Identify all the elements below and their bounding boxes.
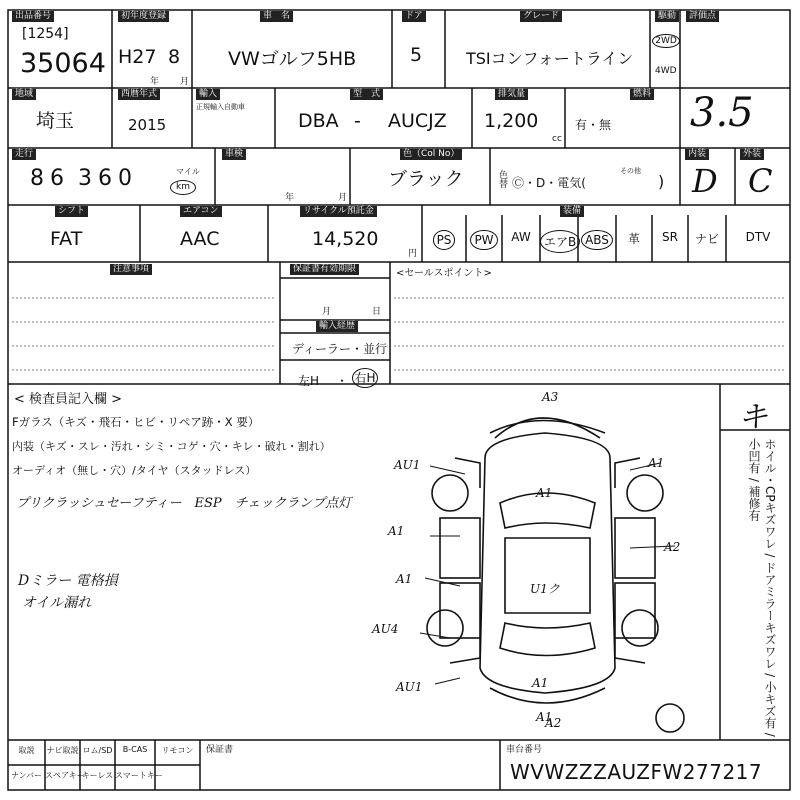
exterior-label: 外装: [740, 149, 764, 160]
damage-mark: A2: [664, 540, 681, 554]
damage-mark: AU4: [372, 622, 399, 636]
recolor-other: その他: [620, 167, 641, 175]
first-reg-year: H27: [118, 46, 157, 68]
steering-dot: ・: [336, 374, 349, 388]
damage-mark: A1: [536, 486, 553, 500]
inspector-handwritten-1: プリクラッシュセーフティー ESP チェックランプ点灯: [16, 496, 352, 511]
mileage-digit: 6: [98, 166, 112, 191]
displacement-label: 排気量: [495, 89, 528, 100]
footer-label: リモコン: [161, 746, 194, 755]
turbo: 有・無: [575, 118, 612, 132]
mileage-digit: 8: [30, 166, 44, 191]
equipment-item: [502, 230, 540, 244]
damage-mark: AU1: [396, 680, 423, 694]
equipment-item: [726, 230, 790, 244]
recycle-unit: 円: [408, 249, 418, 259]
region: 埼玉: [36, 110, 75, 132]
shaken-tsuki: 月: [338, 193, 348, 203]
drive-label: 駆動: [655, 11, 679, 22]
equipment-label-text: ABS: [581, 230, 613, 250]
recolor-close: ): [658, 172, 665, 191]
shift: FAT: [50, 228, 83, 250]
equipment-label-text: PS: [433, 230, 456, 250]
inspector-handwritten-3: オイル漏れ: [22, 595, 92, 611]
chassis-number: WVWZZZAUZFW277217: [510, 760, 763, 784]
interior-grade: D: [692, 162, 718, 200]
mileage-unit-mile: マイル: [176, 167, 200, 176]
shaken-label: 車検: [222, 149, 246, 160]
equipment-item: [688, 230, 726, 247]
equipment-item: [578, 230, 616, 250]
car-doors: 5: [410, 44, 423, 66]
damage-mark: A3: [542, 390, 559, 404]
recycle-amount: 14,520: [312, 228, 379, 250]
car-diagram: [390, 388, 720, 738]
shaken-nen: 年: [285, 193, 295, 203]
car-grade: TSIコンフォートライン: [466, 49, 634, 68]
equipment-item: [652, 230, 688, 244]
recolor-options: Ⓒ・D・電気(: [512, 176, 586, 190]
equipment-label-text: SR: [662, 230, 678, 244]
score: 3.5: [690, 90, 754, 136]
mileage-digit: 3: [78, 166, 92, 191]
drive-2wd: 2WD: [652, 34, 680, 48]
lot-session: [1254]: [22, 26, 69, 42]
type-dash: -: [354, 110, 361, 132]
first-reg-nen: 年: [150, 77, 160, 87]
exterior-grade: C: [748, 162, 773, 200]
sales-point-label: <セールスポイント>: [396, 268, 492, 279]
equipment-label: 装備: [560, 206, 584, 217]
footer-label: ナンバー: [10, 771, 43, 780]
damage-mark: A1: [536, 710, 553, 724]
equipment-label-text: AW: [511, 230, 531, 244]
inspector-handwritten-2: Dミラー 電格損: [18, 573, 118, 589]
mileage-digit: 0: [118, 166, 132, 191]
type-prefix: DBA: [298, 110, 339, 132]
type-label: 型 式: [350, 89, 383, 100]
displacement-value: 1,200: [484, 110, 539, 132]
footer-label: ロム/SD: [82, 746, 113, 755]
equipment-label-text: エアB: [540, 230, 580, 253]
footer-label: スペアキー: [45, 771, 85, 780]
grade-label: グレード: [520, 11, 562, 22]
year-label: 初年度登録: [118, 11, 169, 22]
steering-left: 左H: [298, 374, 320, 388]
equipment-item: [466, 230, 502, 250]
equipment-item: [616, 230, 652, 247]
damage-mark: A1: [532, 676, 549, 690]
lot-label: 出品番号: [12, 11, 54, 22]
shift-label: シフト: [55, 206, 88, 217]
warranty-hi: 日: [372, 307, 382, 317]
damage-mark: A1: [648, 456, 665, 470]
first-reg-month: 8: [168, 46, 181, 68]
steering-right: 右H: [352, 368, 378, 388]
import-label: 輸入: [196, 89, 220, 100]
aircon: AAC: [180, 228, 220, 250]
footer-label: B-CAS: [122, 745, 148, 754]
recolor-label: 色替: [497, 170, 507, 188]
dealer-history: ディーラー・並行: [292, 342, 388, 356]
footer-label: キーレス: [81, 771, 114, 780]
fuel-label: 燃料: [630, 89, 654, 100]
equipment-label-text: ナビ: [694, 232, 719, 246]
chassis-label: 車台番号: [506, 745, 543, 755]
equipment-label-text: DTV: [745, 230, 771, 244]
damage-mark: U1ク: [530, 582, 560, 596]
equipment-label-text: 革: [627, 232, 640, 246]
recycle-label: リサイクル預託金: [300, 206, 377, 217]
first-reg-tsuki: 月: [180, 77, 190, 87]
doors-label: ドア: [402, 11, 426, 22]
legend-text: ホイル・CPキズワレ / ドアミラーキズワレ / 小キズ有 / 小凹有 / 補修有: [747, 438, 777, 737]
footer-warranty-label: 保証書: [206, 745, 234, 755]
car-name: VWゴルフ5HB: [228, 48, 357, 70]
interior-label: 内装: [685, 149, 709, 160]
name-label: 車 名: [260, 11, 293, 22]
equipment-item: [540, 230, 578, 253]
footer-label: 取説: [18, 746, 35, 755]
lot-number: 35064: [20, 48, 106, 79]
type-code: AUCJZ: [388, 110, 447, 132]
model-year: 2015: [128, 116, 167, 134]
history-label: 輸入経歴: [316, 321, 358, 332]
mileage-label: 走行: [12, 149, 36, 160]
mileage-unit-km: km: [170, 180, 196, 195]
drive-4wd: 4WD: [655, 66, 677, 76]
inspector-audio: オーディオ（無し・穴）/タイヤ（スタッドレス）: [12, 464, 257, 477]
displacement-unit: cc: [552, 134, 562, 144]
footer-label: ナビ取説: [46, 746, 79, 755]
inspector-title: < 検査員記入欄 >: [14, 392, 123, 407]
footer-label: スマートキー: [115, 771, 163, 780]
damage-mark: A1: [388, 524, 405, 538]
inspector-interior: 内装（キズ・スレ・汚れ・シミ・コゲ・穴・キレ・破れ・割れ）: [12, 440, 331, 453]
inspector-glass: Fガラス（キズ・飛石・ヒビ・リペア跡・X 要）: [12, 415, 260, 429]
equipment-item: [422, 230, 466, 250]
mileage-digits: [30, 166, 132, 191]
color-name: ブラック: [388, 168, 464, 190]
warranty-label: 保証書有効期限: [290, 264, 359, 275]
warranty-tsuki: 月: [322, 307, 332, 317]
equipment-label-text: PW: [470, 230, 497, 250]
model-year-label: 西暦年式: [118, 89, 160, 100]
import-note: 正規輸入自動車: [196, 103, 245, 111]
aircon-label: エアコン: [180, 206, 222, 217]
notes-label: 注意事項: [110, 264, 152, 275]
color-label: 色（Col No）: [400, 149, 462, 160]
region-label: 地域: [12, 89, 36, 100]
score-label: 評価点: [686, 11, 719, 22]
damage-mark: A2: [545, 716, 562, 730]
legend-title: キ: [738, 400, 768, 435]
damage-mark: A1: [396, 572, 413, 586]
damage-mark: AU1: [394, 458, 421, 472]
mileage-digit: 6: [50, 166, 64, 191]
